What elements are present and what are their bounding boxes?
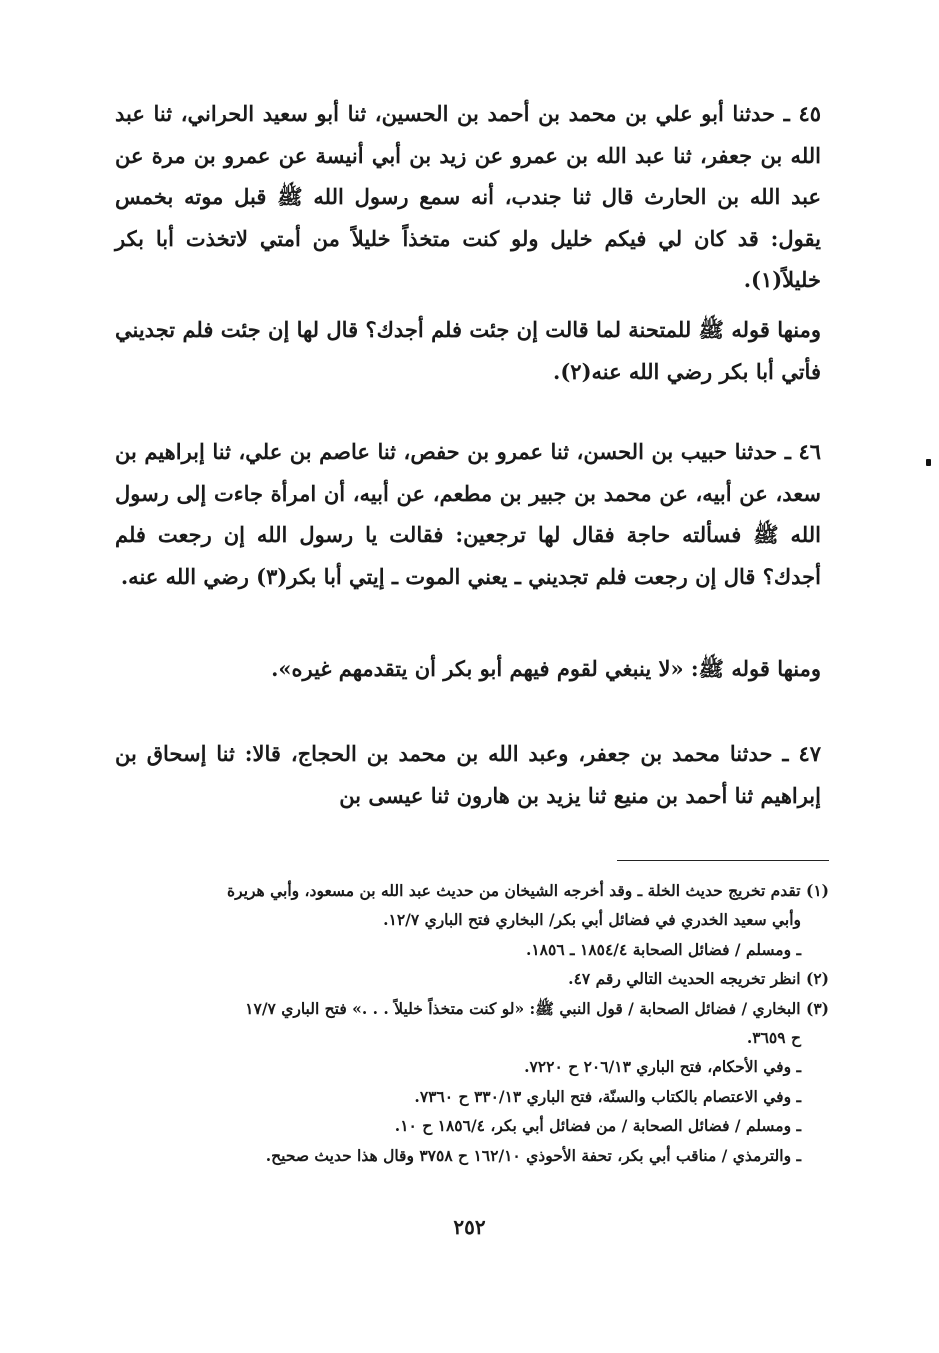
footnote-2-text: انظر تخريجه الحديث التالي رقم ٤٧.	[568, 969, 801, 989]
footnote-2-line-1	[105, 964, 829, 993]
section-mumtahana-paragraph: ومنها قوله ﷺ للمتحنة لما قالت إن جئت فلم أجدك؟ قال لها إن جئت فلم تجديني فأتي أبا بكر رضي الله عنه(٢).	[115, 317, 821, 384]
footnote-3-text: البخاري / فضائل الصحابة / قول النبي ﷺ: «لو كنت متخذاً خليلاً . . .» فتح الباري ١٧/٧	[245, 998, 801, 1018]
footnote-1-line-2: وأبي سعيد الخدري في فضائل أبي بكر/ البخاري فتح الباري ١٢/٧.	[383, 910, 801, 930]
footnote-2-label: (٢)	[805, 969, 829, 989]
hadith-46-paragraph: ٤٦ ـ حدثنا حبيب بن الحسن، ثنا عمرو بن حفص، ثنا عاصم بن علي، ثنا إبراهيم بن سعد، عن أبيه، عن محمد بن جبير بن مطعم، عن أبيه، أن امرأة جاءت إلى رسول الله ﷺ فسألته حاجة فقال لها ترجعين: فقالت يا رسول الله إن رجعت فلم أجدك؟ قال إن رجعت فلم تجديني ـ يعني الموت ـ إيتي أبا بكر(٣) رضي الله عنه.	[115, 439, 821, 589]
footnote-3-line-5: ـ ومسلم / فضائل الصحابة / من فضائل أبي بكر، ١٨٥٦/٤ ح ١٠.	[394, 1116, 801, 1136]
footnote-3-line-3: ـ وفي الأحكام، فتح الباري ٢٠٦/١٣ ح ٧٢٢٠.	[524, 1057, 801, 1077]
scan-mark	[926, 459, 931, 466]
section-la-yanbaghi-paragraph: ومنها قوله ﷺ: «لا ينبغي لقوم فيهم أبو بكر أن يتقدمهم غيره».	[271, 656, 821, 681]
footnote-separator	[617, 860, 829, 861]
footnote-1-text: تقدم تخريج حديث الخلة ـ وقد أخرجه الشيخان من حديث عبد الله بن مسعود، وأبي هريرة	[227, 881, 801, 900]
footnote-1-label: (١)	[805, 881, 829, 900]
footnotes	[105, 876, 829, 1170]
footnote-3-line-6: ـ والترمذي / مناقب أبي بكر، تحفة الأحوذي ١٦٢/١٠ ح ٣٧٥٨ وقال هذا حديث صحيح.	[265, 1145, 801, 1165]
footnote-3-line-1	[105, 994, 829, 1023]
hadith-47-paragraph: ٤٧ ـ حدثنا محمد بن جعفر، وعبد الله بن محمد بن الحجاج، قالا: ثنا إسحاق بن إبراهيم ثنا أحمد بن منيع ثنا يزيد بن هارون ثنا عيسى بن	[115, 741, 821, 808]
hadith-45-paragraph: ٤٥ ـ حدثنا أبو علي بن محمد بن أحمد بن الحسين، ثنا أبو سعيد الحراني، ثنا عبد الله بن جعفر، ثنا عبد الله بن عمرو عن زيد بن أبي أنيسة عن عمرو بن مرة عن عبد الله بن الحارث قال ثنا جندب، أنه سمع رسول الله ﷺ قبل موته بخمس يقول: قد كان لي فيكم خليل ولو كنت متخذاً خليلاً من أمتي لاتخذت أبا بكر خليلاً(١).	[115, 101, 821, 292]
footnote-1-line-3: ـ ومسلم / فضائل الصحابة ١٨٥٤/٤ ـ ١٨٥٦.	[525, 939, 801, 959]
page-number: ٢٥٢	[453, 1215, 486, 1239]
footnote-3-label: (٣)	[805, 998, 829, 1018]
footnote-1-line-1	[105, 876, 829, 905]
footnote-3-line-2: ح ٣٦٥٩.	[746, 1028, 801, 1048]
footnote-3-line-4: ـ وفي الاعتصام بالكتاب والسنّة، فتح الباري ٣٣٠/١٣ ح ٧٣٦٠.	[414, 1086, 801, 1106]
